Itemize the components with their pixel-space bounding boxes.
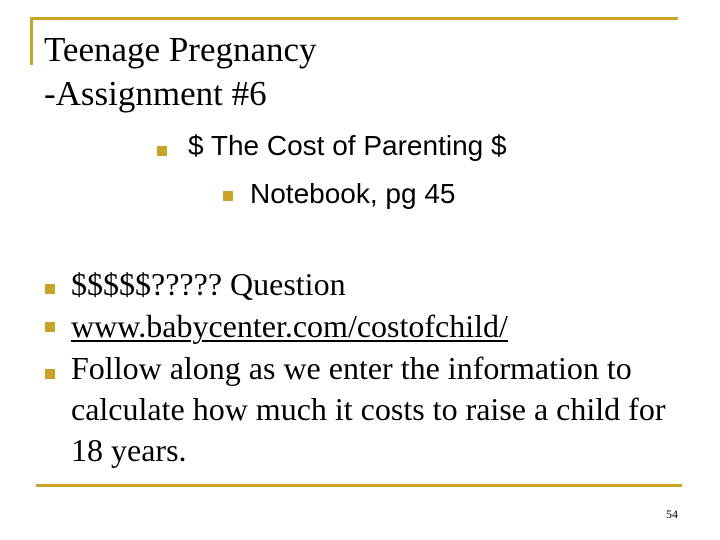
- bullet-question: $$$$$????? Question: [71, 266, 346, 302]
- square-bullet-icon: [223, 191, 233, 201]
- sub-bullet-notebook: Notebook, pg 45: [250, 178, 456, 209]
- square-bullet-icon: [45, 369, 55, 379]
- slide-title: [44, 28, 664, 116]
- frame-left-line: [30, 17, 33, 65]
- bullet-follow-along: Follow along as we enter the information to calculate how much it costs to raise a child for 18 years.: [71, 350, 666, 468]
- square-bullet-icon: [157, 146, 167, 156]
- square-bullet-icon: [45, 284, 55, 294]
- sub-bullet-cost-of-parenting: $ The Cost of Parenting $: [188, 130, 507, 161]
- frame-bottom-line: [36, 484, 682, 487]
- title-line-2: -Assignment #6: [44, 74, 267, 113]
- square-bullet-icon: [45, 322, 55, 332]
- babycenter-link[interactable]: www.babycenter.com/costofchild/: [71, 308, 508, 344]
- bullet-link-item: [71, 306, 508, 346]
- page-number: 54: [666, 507, 678, 521]
- title-line-1: Teenage Pregnancy: [44, 30, 317, 69]
- frame-top-line: [32, 17, 678, 20]
